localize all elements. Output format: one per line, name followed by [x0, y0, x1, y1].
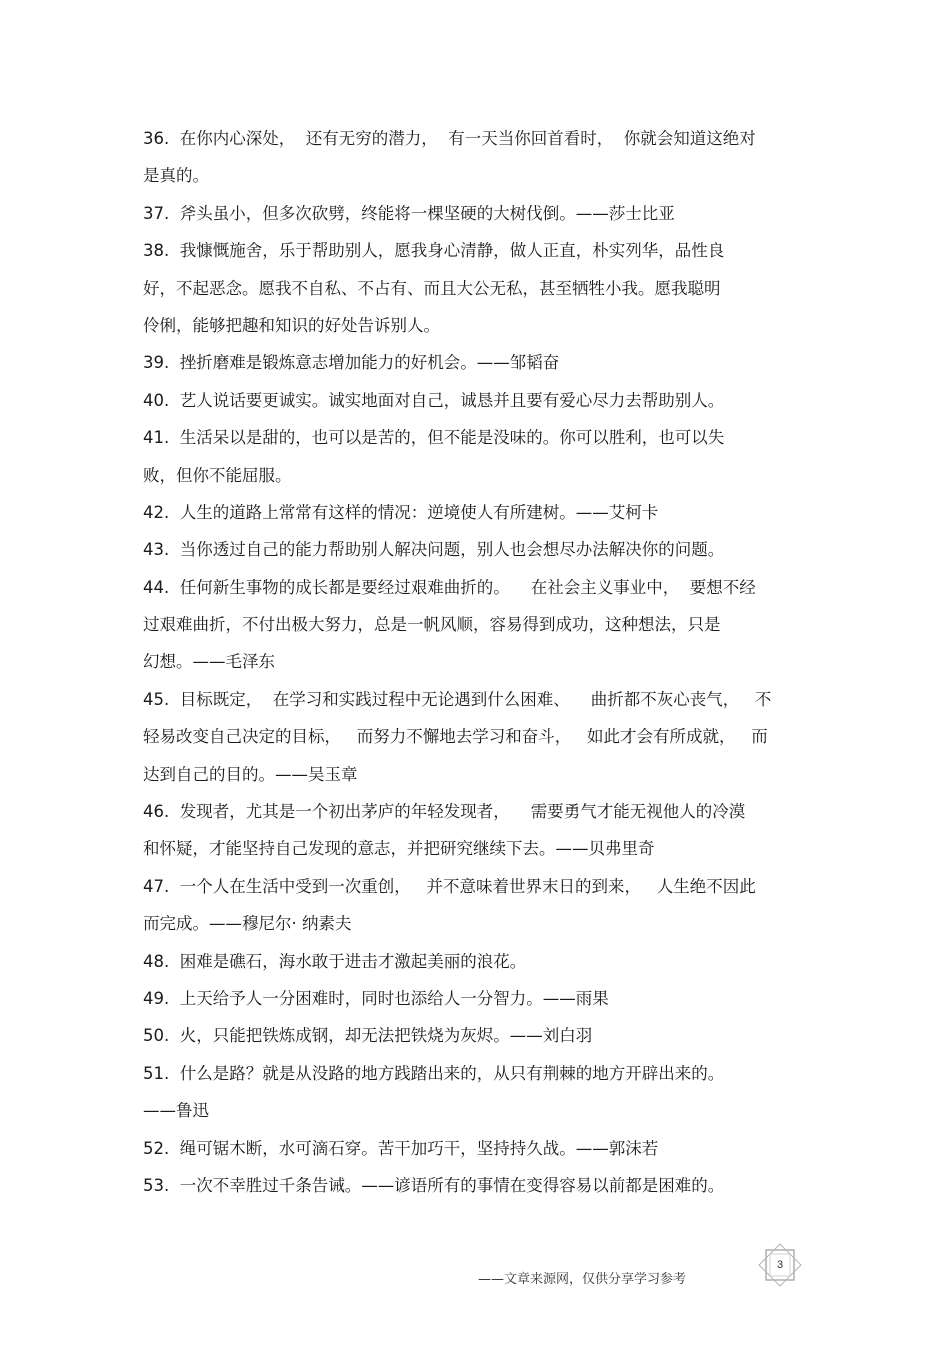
text-line: 43. 当你透过自己的能力帮助别人解决问题，别人也会想尽办法解决你的问题。: [143, 540, 725, 560]
text-line: 38. 我慷慨施舍，乐于帮助别人，愿我身心清静，做人正直，朴实列华，品性良: [143, 241, 725, 261]
page-number: 3: [776, 1259, 784, 1271]
text-line: 过艰难曲折，不付出极大努力，总是一帆风顺，容易得到成功，这种想法，只是: [143, 615, 721, 635]
text-line: 轻易改变自己决定的目标， 而努力不懈地去学习和奋斗， 如此才会有所成就， 而: [143, 727, 768, 747]
text-line: 37. 斧头虽小，但多次砍劈，终能将一棵坚硬的大树伐倒。——莎士比亚: [143, 203, 675, 223]
text-line: 53. 一次不幸胜过千条告诫。——谚语所有的事情在变得容易以前都是困难的。: [143, 1175, 725, 1195]
text-line: 39. 挫折磨难是锻炼意志增加能力的好机会。——邹韬奋: [143, 353, 560, 373]
text-line: 败，但你不能屈服。: [143, 465, 292, 485]
text-line: 41. 生活呆以是甜的，也可以是苦的，但不能是没味的。你可以胜利，也可以失: [143, 428, 725, 448]
text-line: 47. 一个人在生活中受到一次重创， 并不意味着世界末日的到来， 人生绝不因此: [143, 876, 756, 896]
text-line: 50. 火，只能把铁炼成钢，却无法把铁烧为灰烬。——刘白羽: [143, 1026, 593, 1046]
text-line: 达到自己的目的。——吴玉章: [143, 764, 358, 784]
page-number-badge: [757, 1243, 803, 1287]
text-line: 36. 在你内心深处， 还有无穷的潜力， 有一天当你回首看时， 你就会知道这绝对: [143, 129, 756, 148]
text-line: 伶俐，能够把趣和知识的好处告诉别人。: [143, 315, 440, 335]
quote-list: [143, 120, 813, 1204]
text-line: 而完成。——穆尼尔· 纳素夫: [143, 914, 352, 934]
text-line: 42. 人生的道路上常常有这样的情况：逆境使人有所建树。——艾柯卡: [143, 502, 659, 522]
text-line: ——鲁迅: [143, 1101, 209, 1121]
text-line: 44. 任何新生事物的成长都是要经过艰难曲折的。 在社会主义事业中， 要想不经: [143, 577, 756, 597]
text-line: 52. 绳可锯木断，水可滴石穿。苦干加巧干，坚持持久战。——郭沫若: [143, 1138, 659, 1158]
text-line: 幻想。——毛泽东: [143, 652, 275, 672]
text-line: 51. 什么是路？就是从没路的地方践踏出来的，从只有荆棘的地方开辟出来的。: [143, 1063, 725, 1083]
text-line: 49. 上天给予人一分困难时，同时也添给人一分智力。——雨果: [143, 988, 609, 1008]
footer-source-note: ——文章来源网，仅供分享学习参考: [478, 1272, 687, 1287]
text-line: 45. 目标既定， 在学习和实践过程中无论遇到什么困难、 曲折都不灰心丧气， 不: [143, 689, 772, 709]
text-line: 是真的。: [143, 166, 209, 186]
text-line: 46. 发现者，尤其是一个初出茅庐的年轻发现者， 需要勇气才能无视他人的冷漠: [143, 802, 746, 822]
text-line: 好，不起恶念。愿我不自私、不占有、而且大公无私，甚至牺牲小我。愿我聪明: [143, 278, 721, 298]
text-line: 40. 艺人说话要更诚实。诚实地面对自己，诚恳并且要有爱心尽力去帮助别人。: [143, 390, 725, 410]
text-line: 48. 困难是礁石，海水敢于进击才激起美丽的浪花。: [143, 951, 527, 971]
text-line: 和怀疑，才能坚持自己发现的意志，并把研究继续下去。——贝弗里奇: [143, 839, 655, 859]
